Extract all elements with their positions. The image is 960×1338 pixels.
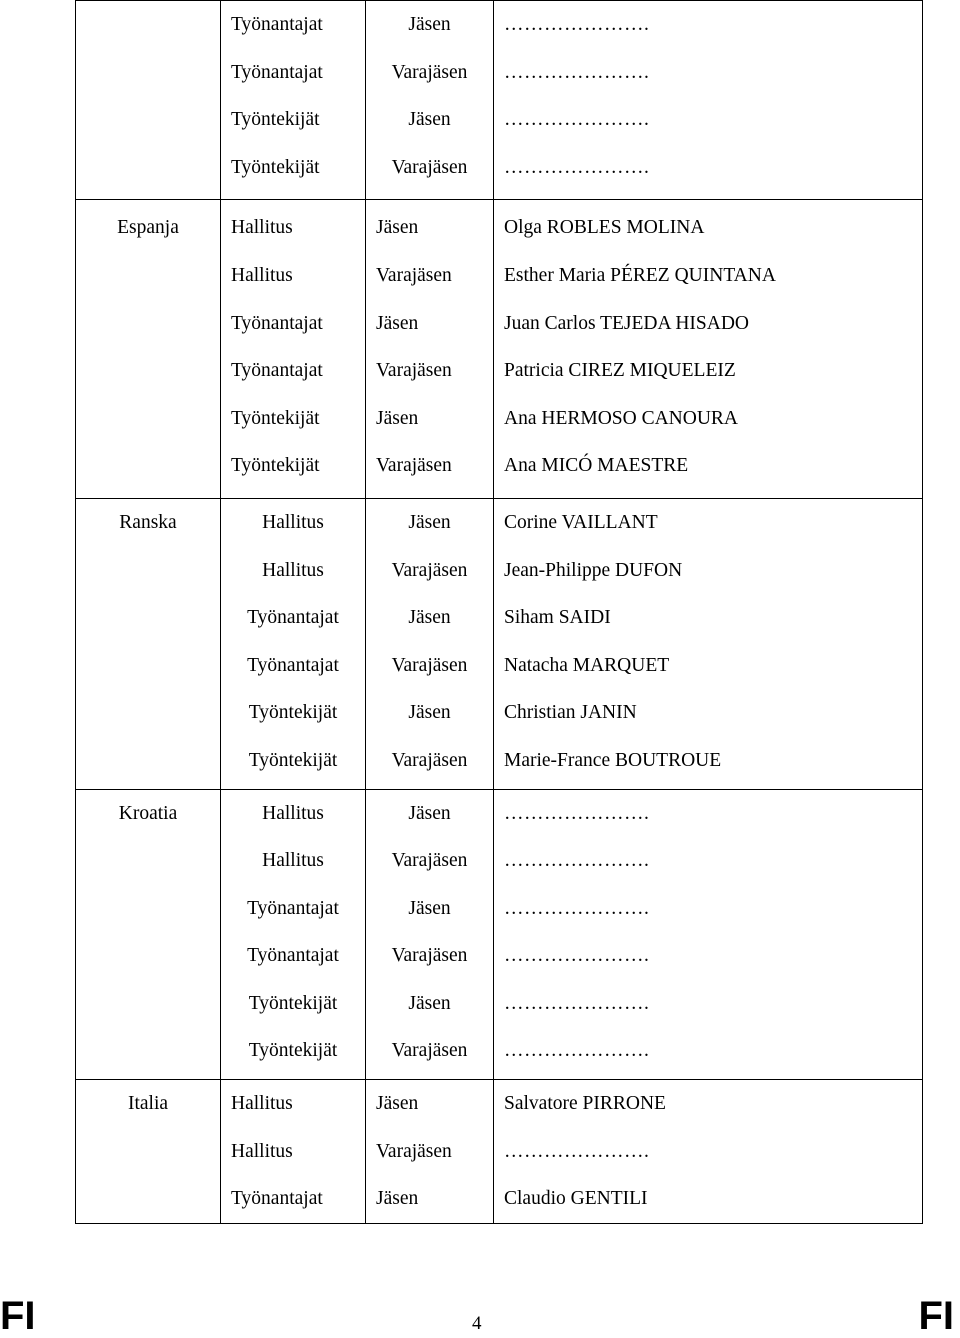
footer-language-left: FI <box>0 1294 36 1338</box>
page-number: 4 <box>472 1313 482 1334</box>
group-cell <box>221 1 366 200</box>
role-label: Jäsen <box>376 407 419 429</box>
member-name: Natacha MARQUET <box>504 654 670 676</box>
group-label: Työntekijät <box>231 109 320 131</box>
member-name: Corine VAILLANT <box>504 511 658 533</box>
country-cell <box>76 498 221 789</box>
role-label: Varajäsen <box>376 360 452 382</box>
role-label: Jäsen <box>408 109 451 131</box>
section-row <box>76 498 923 789</box>
group-label: Työnantajat <box>231 1188 323 1210</box>
group-label: Työnantajat <box>247 897 339 919</box>
group-label: Työntekijät <box>248 702 338 724</box>
role-label: Varajäsen <box>391 945 468 967</box>
member-name: Salvatore PIRRONE <box>504 1093 666 1115</box>
group-cell <box>221 200 366 499</box>
name-cell <box>494 498 923 789</box>
member-name: Juan Carlos TEJEDA HISADO <box>504 312 750 334</box>
group-label: Hallitus <box>231 1140 293 1162</box>
role-cell <box>366 1 494 200</box>
role-label: Varajäsen <box>391 559 468 581</box>
name-placeholder: …………………. <box>504 992 650 1014</box>
membership-table <box>75 0 923 1224</box>
name-placeholder: …………………. <box>504 850 650 872</box>
group-cell <box>221 1080 366 1224</box>
name-placeholder: …………………. <box>504 1040 650 1062</box>
group-label: Hallitus <box>231 1093 293 1115</box>
role-label: Varajäsen <box>391 850 468 872</box>
role-cell <box>366 1080 494 1224</box>
name-placeholder: …………………. <box>504 61 650 83</box>
group-label: Hallitus <box>231 264 293 286</box>
name-placeholder: …………………. <box>504 802 650 824</box>
group-label: Työntekijät <box>231 156 320 178</box>
group-label: Työnantajat <box>231 312 323 334</box>
role-label: Jäsen <box>376 217 419 239</box>
group-label: Työntekijät <box>231 455 320 477</box>
country-name: Italia <box>127 1093 169 1115</box>
country-cell <box>76 200 221 499</box>
name-placeholder: …………………. <box>504 109 650 131</box>
country-cell <box>76 789 221 1080</box>
role-label: Jäsen <box>408 702 451 724</box>
group-label: Työntekijät <box>248 1040 338 1062</box>
role-label: Jäsen <box>408 607 451 629</box>
name-cell <box>494 200 923 499</box>
role-label: Jäsen <box>408 897 451 919</box>
group-label: Työntekijät <box>248 992 338 1014</box>
group-label: Hallitus <box>262 559 324 581</box>
role-cell <box>366 200 494 499</box>
member-name: Esther Maria PÉREZ QUINTANA <box>504 264 776 286</box>
member-name: Christian JANIN <box>504 702 637 724</box>
group-label: Työnantajat <box>247 654 339 676</box>
role-cell <box>366 789 494 1080</box>
role-label: Jäsen <box>376 1188 419 1210</box>
name-cell <box>494 1080 923 1224</box>
group-label: Työnantajat <box>247 607 339 629</box>
group-cell <box>221 789 366 1080</box>
name-placeholder: …………………. <box>504 897 650 919</box>
member-name: Ana HERMOSO CANOURA <box>504 407 739 429</box>
group-label: Työntekijät <box>248 749 338 771</box>
role-label: Jäsen <box>408 992 451 1014</box>
name-placeholder: …………………. <box>504 1140 650 1162</box>
role-label: Varajäsen <box>391 749 468 771</box>
section-row <box>76 1080 923 1224</box>
group-cell <box>221 498 366 789</box>
name-cell <box>494 789 923 1080</box>
group-label: Hallitus <box>262 511 324 533</box>
member-name: Ana MICÓ MAESTRE <box>504 455 689 477</box>
member-name: Olga ROBLES MOLINA <box>504 217 705 239</box>
role-label: Varajäsen <box>376 264 452 286</box>
member-name: Patricia CIREZ MIQUELEIZ <box>504 360 736 382</box>
group-label: Työnantajat <box>231 360 323 382</box>
name-placeholder: …………………. <box>504 945 650 967</box>
group-label: Hallitus <box>262 850 324 872</box>
role-label: Jäsen <box>408 14 451 35</box>
role-label: Varajäsen <box>391 1040 468 1062</box>
group-label: Työnantajat <box>247 945 339 967</box>
name-placeholder: …………………. <box>504 14 650 35</box>
role-label: Jäsen <box>408 802 451 824</box>
group-label: Hallitus <box>231 217 293 239</box>
member-name: Siham SAIDI <box>504 607 611 629</box>
role-label: Jäsen <box>376 312 419 334</box>
country-name: Kroatia <box>118 802 178 824</box>
footer-language-right: FI <box>918 1294 954 1338</box>
role-label: Jäsen <box>376 1093 419 1115</box>
country-cell <box>76 1080 221 1224</box>
role-label: Jäsen <box>408 511 451 533</box>
role-cell <box>366 498 494 789</box>
name-placeholder: …………………. <box>504 156 650 178</box>
section-row <box>76 789 923 1080</box>
group-label: Työnantajat <box>231 61 323 83</box>
member-name: Marie-France BOUTROUE <box>504 749 722 771</box>
role-label: Varajäsen <box>391 61 468 83</box>
group-label: Hallitus <box>262 802 324 824</box>
group-label: Työnantajat <box>231 14 323 35</box>
role-label: Varajäsen <box>391 156 468 178</box>
role-label: Varajäsen <box>376 455 452 477</box>
role-label: Varajäsen <box>376 1140 452 1162</box>
section-row <box>76 1 923 200</box>
country-cell <box>76 1 221 200</box>
group-label: Työntekijät <box>231 407 320 429</box>
role-label: Varajäsen <box>391 654 468 676</box>
country-name: Ranska <box>119 511 177 533</box>
name-cell <box>494 1 923 200</box>
member-name: Jean-Philippe DUFON <box>504 559 683 581</box>
country-name: Espanja <box>117 217 179 239</box>
section-row <box>76 200 923 499</box>
membership-table-body <box>76 1 923 1224</box>
member-name: Claudio GENTILI <box>504 1188 648 1210</box>
